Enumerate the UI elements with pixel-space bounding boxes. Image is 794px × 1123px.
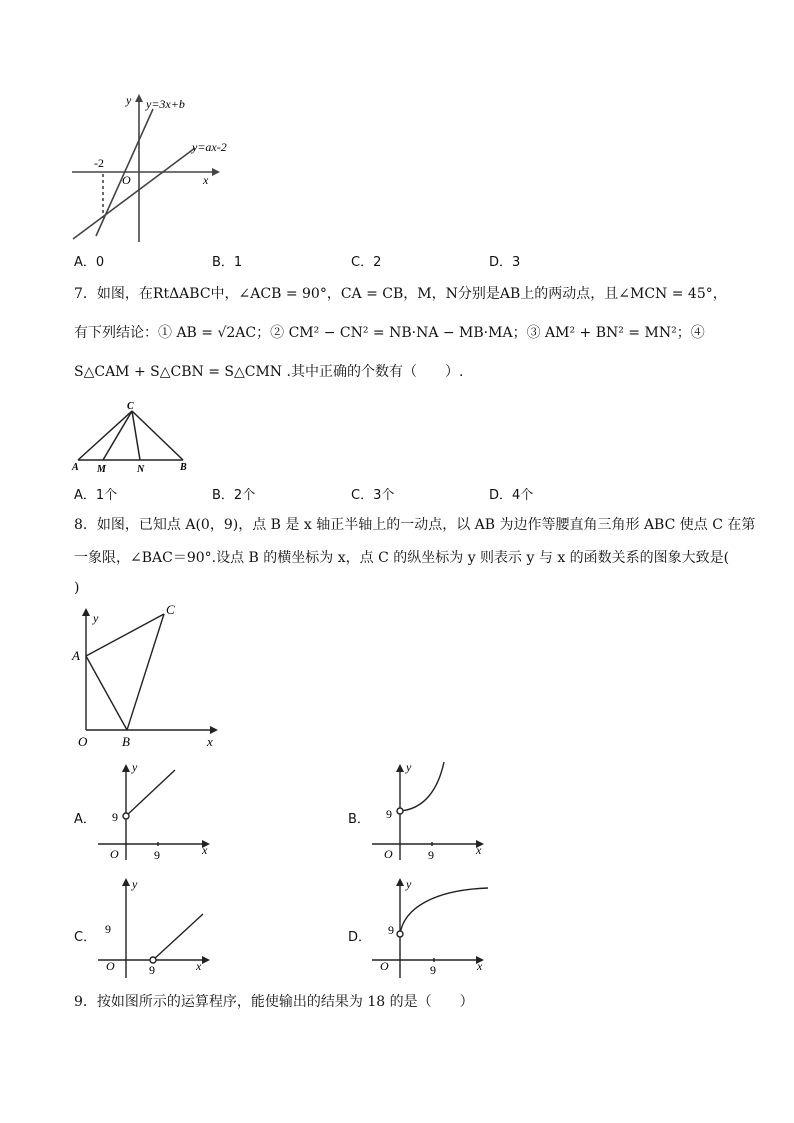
q6-line2-label: y=ax-2	[192, 140, 227, 154]
q7-label-b: B	[180, 462, 187, 473]
q8-x-label: x	[207, 734, 213, 749]
q7-line1: 7．如图，在RtΔABC中，∠ACB = 90°，CA = CB，M，N分别是AB上的两动点，且∠MCN = 45°，	[74, 286, 727, 302]
q8-c-x-label: x	[196, 959, 202, 973]
q7-option-a: A．1个	[74, 488, 118, 503]
q8-option-c-graph	[90, 874, 220, 984]
q8-d-open-point	[397, 931, 403, 937]
q7-triangle-figure	[66, 398, 206, 476]
q8-option-a-label: A．	[74, 812, 96, 827]
q6-tick-label: -2	[94, 156, 104, 170]
q8-option-b-label: B．	[348, 812, 370, 827]
q8-d-y-label: y	[406, 877, 412, 891]
q7-label-c: C	[127, 401, 134, 412]
q8-a-origin: O	[110, 847, 119, 861]
q6-option-b: B．1	[212, 255, 243, 270]
q8-b-nine-y: 9	[386, 807, 392, 821]
q8-label-a: A	[72, 648, 80, 663]
q6-y-label: y	[126, 93, 132, 107]
q8-b-nine-x: 9	[428, 848, 434, 862]
q8-side-ab	[86, 656, 127, 730]
q7-label-n: N	[137, 464, 145, 475]
q7-line3: S△CAM + S△CBN = S△CMN .其中正确的个数有（ ）.	[74, 364, 464, 380]
q8-b-open-point	[397, 808, 403, 814]
q8-b-y-label: y	[406, 760, 412, 774]
q8-b-x-label: x	[476, 843, 482, 857]
q6-option-a: A．0	[74, 255, 105, 270]
q8-c-nine-x: 9	[149, 963, 155, 977]
q8-a-line	[126, 770, 175, 816]
q7-side-ac	[78, 411, 132, 460]
q6-line-ax-2	[73, 148, 195, 239]
q8-option-d-label: D．	[348, 930, 372, 945]
q8-option-c-label: C．	[74, 930, 97, 945]
q7-line2: 有下列结论：① AB = √2AC；② CM² − CN² = NB·NA − MB·MA；③ AM² + BN² = MN²；④	[74, 325, 705, 341]
q8-c-y-label: y	[132, 877, 138, 891]
q7-option-d: D．4个	[489, 488, 534, 503]
q7-label-m: M	[97, 464, 106, 475]
q8-d-nine-y: 9	[388, 923, 394, 937]
q8-a-y-label: y	[132, 760, 138, 774]
q8-line2: 一象限，∠BAC＝90°.设点 B 的横坐标为 x，点 C 的纵坐标为 y 则表示 y 与 x 的函数关系的图象大致是(	[74, 550, 730, 566]
q6-x-label: x	[203, 173, 209, 187]
q6-line1-label: y=3x+b	[146, 97, 185, 111]
q8-b-origin: O	[384, 847, 393, 861]
q8-option-b-graph	[364, 760, 494, 865]
q7-side-bc	[132, 411, 183, 460]
q8-c-origin: O	[106, 959, 115, 973]
q6-origin-label: O	[122, 173, 131, 187]
q8-line1: 8．如图，已知点 A(0，9)，点 B 是 x 轴正半轴上的一动点，以 AB 为边作等腰直角三角形 ABC 使点 C 在第	[74, 517, 756, 533]
q8-c-line	[153, 914, 203, 960]
q8-main-figure	[64, 598, 234, 753]
q8-a-nine-x: 9	[154, 848, 160, 862]
q8-label-o: O	[78, 734, 88, 749]
q8-d-curve	[400, 888, 488, 934]
q8-d-nine-x: 9	[430, 963, 436, 977]
q8-label-b: B	[122, 734, 130, 749]
q8-option-a-graph	[90, 760, 220, 865]
q8-c-nine-y: 9	[105, 922, 111, 936]
q7-label-a: A	[72, 462, 79, 473]
q7-option-b: B．2个	[212, 488, 256, 503]
q8-a-open-point	[123, 813, 129, 819]
q8-line3: )	[74, 580, 80, 596]
q8-label-c: C	[166, 602, 175, 617]
q8-a-nine-y: 9	[112, 810, 118, 824]
q8-d-origin: O	[380, 959, 389, 973]
q6-graph	[60, 88, 260, 248]
q8-d-x-label: x	[477, 959, 483, 973]
q8-a-x-label: x	[202, 843, 208, 857]
q6-option-d: D．3	[489, 255, 521, 270]
q8-option-d-graph	[364, 874, 494, 984]
q7-option-c: C．3个	[351, 488, 395, 503]
q8-y-label: y	[93, 611, 99, 625]
q9-line1: 9．按如图所示的运算程序，能使输出的结果为 18 的是（ ）	[74, 994, 474, 1010]
q6-option-c: C．2	[351, 255, 382, 270]
q7-segment-cm	[103, 411, 132, 460]
